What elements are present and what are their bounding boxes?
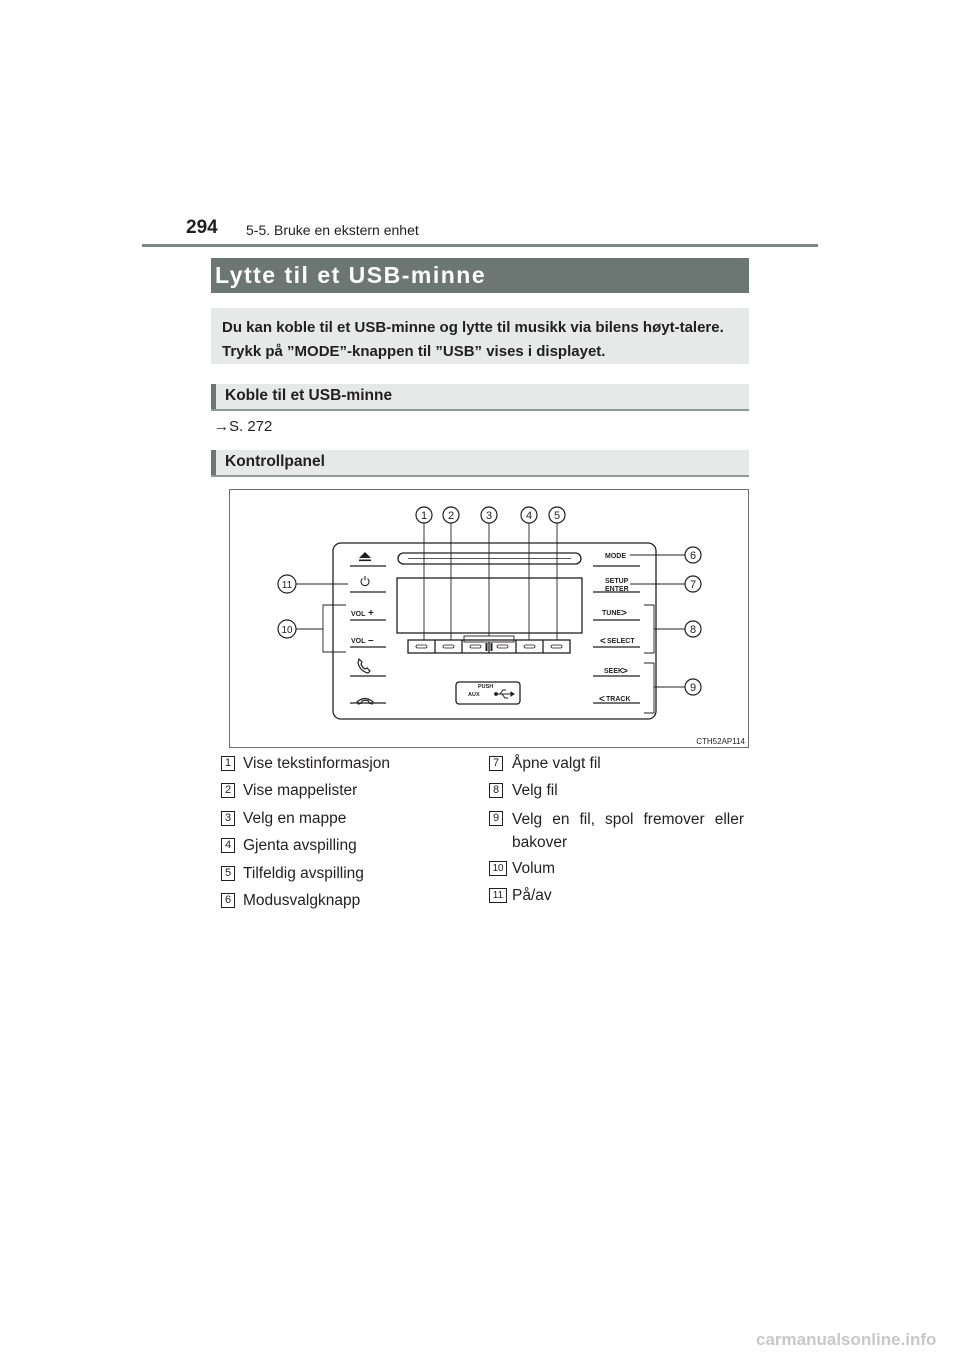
callout-6: 6: [689, 550, 697, 562]
callout-9: 9: [689, 682, 697, 694]
setup-label: SETUP: [605, 578, 629, 585]
tune-label: TUNE: [602, 610, 622, 617]
legend-number: 9: [489, 811, 503, 826]
eject-icon: [359, 552, 371, 561]
header-divider: [142, 244, 818, 247]
page-reference: →S. 272: [214, 418, 273, 435]
intro-text: Du kan koble til et USB-minne og lytte til musikk via bilens høyt-talere. Trykk på ”MODE”-knappen til ”USB” vises i displayet.: [222, 319, 724, 360]
select-chevron: <: [600, 636, 606, 647]
callout-5: 5: [553, 510, 561, 522]
aux-label: AUX: [468, 692, 480, 698]
vol-down-symbol: –: [368, 635, 374, 646]
panel-heading-text: Kontrollpanel: [225, 453, 325, 470]
mode-label: MODE: [605, 553, 626, 560]
callout-2: 2: [447, 510, 455, 522]
connect-heading-text: Koble til et USB-minne: [225, 387, 393, 404]
legend-label: Modusvalgknapp: [243, 892, 361, 909]
legend-number: 5: [221, 866, 235, 881]
power-icon: [361, 576, 369, 586]
enter-label: ENTER: [605, 586, 629, 593]
legend-item: [489, 808, 749, 854]
tune-chevron: >: [621, 608, 627, 619]
legend-label: Vise tekstinformasjon: [243, 755, 391, 772]
callout-8: 8: [689, 624, 697, 636]
connect-heading: [211, 384, 749, 411]
seek-label: SEEK: [604, 668, 624, 675]
legend-label: Tilfeldig avspilling: [243, 865, 364, 882]
legend-number: 7: [489, 756, 503, 771]
legend-label: Volum: [512, 860, 556, 877]
heading-accent: [211, 384, 216, 409]
page-number: 294: [186, 217, 218, 238]
legend-label: Vise mappelister: [243, 782, 358, 799]
section-breadcrumb: 5-5. Bruke en ekstern enhet: [246, 222, 419, 238]
vol-up-symbol: +: [368, 608, 374, 619]
callout-4: 4: [525, 510, 533, 522]
select-label: SELECT: [607, 638, 635, 645]
title-bar: [211, 258, 749, 293]
phone-pickup-icon: [358, 659, 370, 673]
legend-label: Velg en fil, spol fremover eller bakover: [512, 811, 744, 851]
legend-label: På/av: [512, 887, 552, 904]
callout-11: 11: [281, 580, 293, 591]
control-panel-illustration: [230, 490, 748, 747]
legend-number: 1: [221, 756, 235, 771]
vol-up-label: VOL: [351, 611, 366, 618]
legend-number: 10: [489, 861, 507, 876]
legend-label: Velg en mappe: [243, 810, 347, 827]
legend-number: 4: [221, 838, 235, 853]
watermark: carmanualsonline.info: [756, 1330, 937, 1349]
callout-10: 10: [281, 625, 293, 636]
vol-down-label: VOL: [351, 638, 366, 645]
track-label: TRACK: [606, 696, 631, 703]
push-label: PUSH: [478, 684, 494, 690]
track-chevron: <: [599, 694, 605, 705]
legend-number: 8: [489, 783, 503, 798]
panel-heading: [211, 450, 749, 477]
legend-number: 3: [221, 811, 235, 826]
legend-number: 11: [489, 888, 507, 903]
seek-chevron: >: [622, 666, 628, 677]
callout-3: 3: [485, 510, 493, 522]
audio-unit-outline: [333, 543, 656, 719]
legend-label: Åpne valgt fil: [512, 755, 601, 772]
display: [397, 578, 582, 633]
intro-box: [211, 308, 749, 364]
heading-accent: [211, 450, 216, 475]
page-title: Lytte til et USB-minne: [215, 262, 487, 288]
legend-number: 6: [221, 893, 235, 908]
legend-label: Gjenta avspilling: [243, 837, 357, 854]
callout-7: 7: [689, 579, 697, 591]
control-panel-figure: [229, 489, 749, 748]
callout-1: 1: [420, 510, 428, 522]
figure-code: CTH52AP114: [696, 737, 745, 746]
legend-label: Velg fil: [512, 782, 558, 799]
usb-icon: [495, 690, 514, 698]
legend-number: 2: [221, 783, 235, 798]
